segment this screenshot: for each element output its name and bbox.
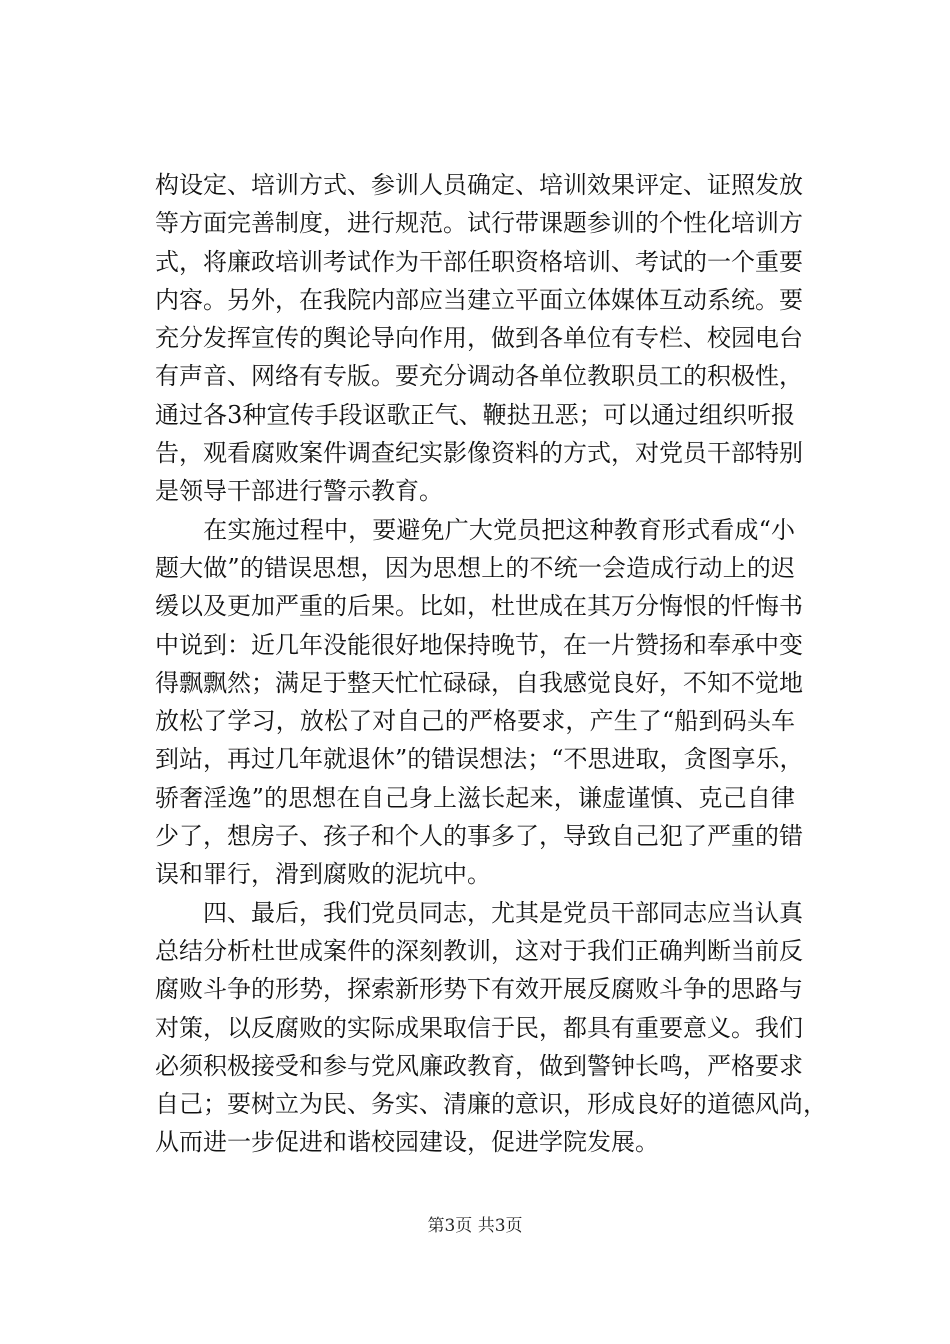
text-line: 有声音、网络有专版。要充分调动各单位教职员工的积极性， — [155, 362, 803, 391]
text-line: 式，将廉政培训考试作为干部任职资格培训、考试的一个重要 — [155, 247, 803, 276]
text-line: 腐败斗争的形势，探索新形势下有效开展反腐败斗争的思路与 — [155, 975, 803, 1004]
text-line: 对策，以反腐败的实际成果取信于民，都具有重要意义。我们 — [155, 1013, 803, 1042]
document-body — [155, 166, 827, 1162]
text-line: 缓以及更加严重的后果。比如，杜世成在其万分悔恨的忏悔书 — [155, 592, 803, 621]
text-line: 告，观看腐败案件调查纪实影像资料的方式，对党员干部特别 — [155, 439, 803, 468]
text-line: 骄奢淫逸”的思想在自己身上滋长起来，谦虚谨慎、克己自律 — [155, 783, 795, 812]
text-line: 到站，再过几年就退休”的错误想法；“不思进取，贪图享乐， — [155, 745, 804, 774]
text-line: 少了，想房子、孩子和个人的事多了，导致自己犯了严重的错 — [155, 822, 803, 851]
text-line: 总结分析杜世成案件的深刻教训，这对于我们正确判断当前反 — [155, 936, 803, 965]
page-number-footer: 第3页 共3页 — [427, 1216, 523, 1236]
text-line: 自己；要树立为民、务实、清廉的意识，形成良好的道德风尚， — [155, 1090, 827, 1119]
text-line: 得飘飘然；满足于整天忙忙碌碌，自我感觉良好，不知不觉地 — [155, 668, 803, 697]
text-line: 构设定、培训方式、参训人员确定、培训效果评定、证照发放 — [155, 171, 803, 199]
text-line: 必须积极接受和参与党风廉政教育，做到警钟长鸣，严格要求 — [155, 1051, 803, 1080]
text-line: 等方面完善制度，进行规范。试行带课题参训的个性化培训方 — [155, 209, 803, 238]
text-line: 题大做”的错误思想，因为思想上的不统一会造成行动上的迟 — [155, 553, 795, 582]
text-line: 是领导干部进行警示教育。 — [155, 477, 443, 506]
text-line: 内容。另外，在我院内部应当建立平面立体媒体互动系统。要 — [155, 285, 803, 314]
text-line: 中说到：近几年没能很好地保持晚节，在一片赞扬和奉承中变 — [155, 630, 803, 659]
text-line: 四、最后，我们党员同志，尤其是党员干部同志应当认真 — [155, 898, 803, 927]
text-line: 从而进一步促进和谐校园建设，促进学院发展。 — [155, 1128, 659, 1157]
text-line: 在实施过程中，要避免广大党员把这种教育形式看成“小 — [155, 515, 795, 544]
text-line: 充分发挥宣传的舆论导向作用，做到各单位有专栏、校园电台 — [155, 324, 803, 353]
text-line: 通过各3种宣传手段讴歌正气、鞭挞丑恶；可以通过组织听报 — [155, 400, 795, 429]
text-line: 误和罪行，滑到腐败的泥坑中。 — [155, 860, 491, 889]
text-line: 放松了学习，放松了对自己的严格要求，产生了“船到码头车 — [155, 707, 795, 736]
